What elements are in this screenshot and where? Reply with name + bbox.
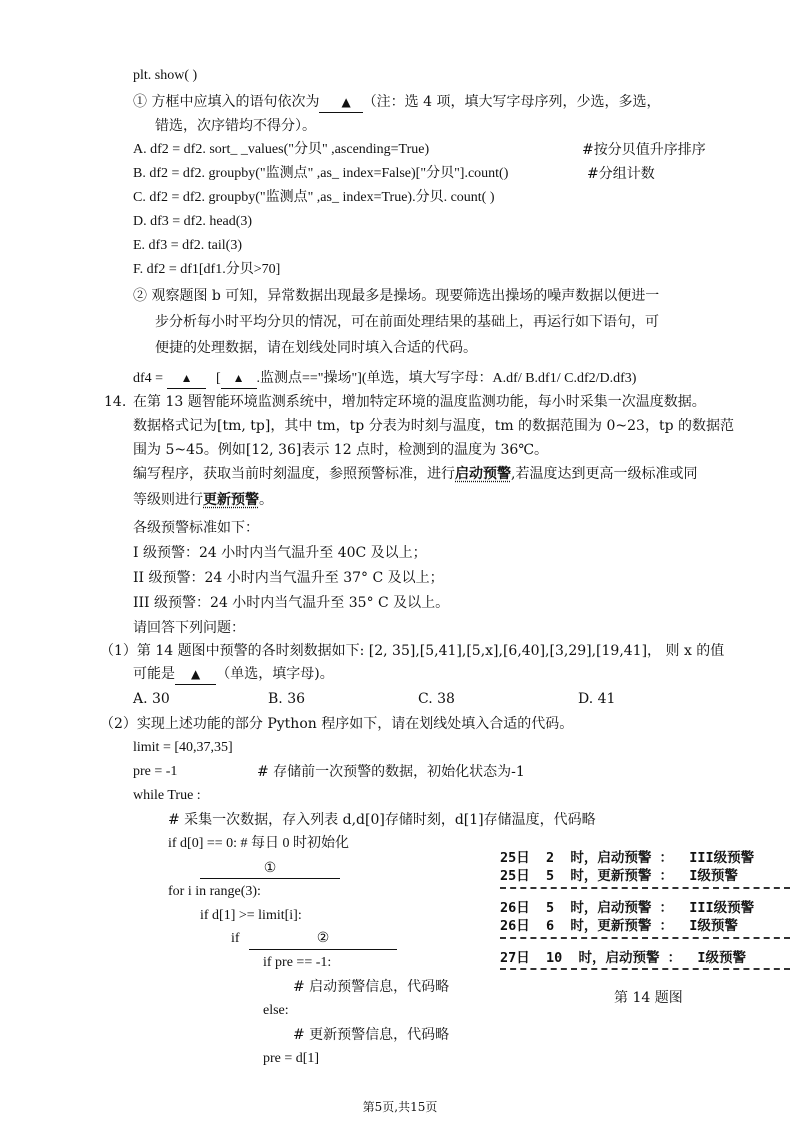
q14-line1: 在第 13 题智能环境监测系统中，增加特定环境的温度监测功能，每小时采集一次温度数据。: [133, 394, 706, 410]
q14-line5-a: 等级则进行: [133, 492, 203, 508]
code-if-limit: if d[1] >= limit[i]:: [200, 908, 302, 923]
keyword-start-warning: 启动预警: [455, 466, 511, 482]
option-f: F. df2 = df1[df1.分贝>70]: [133, 262, 281, 277]
code-blank-1-line: [200, 858, 340, 879]
code-pre-assign: pre = d[1]: [263, 1051, 320, 1066]
console-row: 26日 6 时，更新预警 ： I级预警: [500, 918, 738, 934]
code-collect-comment: # 采集一次数据，存入列表 d,d[0]存储时刻，d[1]存储温度，代码略: [168, 812, 596, 828]
q14-line3: 围为 5~45。例如[12, 36]表示 12 点时，检测到的温度为 36℃。: [133, 442, 548, 458]
standard-level-1: I 级预警：24 小时内当气温升至 40C 及以上；: [133, 545, 427, 561]
code-blank-2-line: [231, 929, 397, 950]
q13-sub1-note: （注：选 4 项，填大写字母序列，少选，多选，: [362, 94, 661, 110]
console-divider: [500, 968, 790, 970]
sub-question-1-cont: [133, 664, 334, 685]
answer-blank-2[interactable]: ②: [249, 929, 397, 950]
console-row: 26日 5 时，启动预警 ： III级预警: [500, 900, 755, 916]
console-row: 25日 5 时，更新预警 ： I级预警: [500, 868, 738, 884]
sub-question-1: （1）第 14 题图中预警的各时刻数据如下: [2, 35],[5,41],[5,x],[6,40],[3,29],[19,41]， 则 x 的值: [100, 643, 725, 659]
answer-blank[interactable]: ▲: [175, 664, 216, 685]
code-if-pre: if pre == -1:: [263, 955, 332, 970]
figure-caption: 第 14 题图: [614, 990, 683, 1006]
standard-level-2: II 级预警：24 小时内当气温升至 37° C 及以上；: [133, 570, 444, 586]
answer-blank[interactable]: ▲: [319, 92, 362, 113]
code-else: else:: [263, 1003, 289, 1018]
code-for-loop: for i in range(3):: [168, 884, 261, 899]
filter-condition: .监测点=="操场"](单选，填大写字母：A.df/ B.df1/ C.df2/D.df3): [256, 371, 637, 386]
q13-sub2-line2: 步分析每小时平均分贝的情况，可在前面处理结果的基础上，再运行如下语句，可: [155, 314, 659, 330]
sub-question-1-text: 可能是: [133, 666, 175, 682]
df4-assign: df4 =: [133, 371, 164, 386]
answer-blank-2[interactable]: ▲: [221, 368, 257, 389]
choice-a: A. 30: [133, 691, 170, 707]
standard-level-3: III 级预警：24 小时内当气温升至 35° C 及以上。: [133, 595, 450, 611]
option-d: D. df3 = df2. head(3): [133, 214, 253, 229]
standards-title: 各级预警标准如下：: [133, 520, 259, 536]
option-a: A. df2 = df2. sort_ _values("分贝" ,ascending=True): [133, 142, 430, 157]
console-row: 27日 10 时，启动预警 ： I级预警: [500, 950, 747, 966]
console-divider: [500, 937, 790, 939]
q13-sub2-line3: 便捷的处理数据，请在划线处同时填入合适的代码。: [155, 340, 477, 356]
option-c: C. df2 = df2. groupby("监测点" ,as_ index=True).分贝. count( ): [133, 190, 495, 205]
code-if-midnight: if d[0] == 0: # 每日 0 时初始化: [168, 836, 350, 851]
sub-question-1-note: （单选，填字母)。: [216, 666, 334, 682]
bracket-open: [: [215, 371, 221, 386]
q13-sub1-note-cont: 错选，次序错均不得分）。: [155, 118, 316, 134]
q14-line5-c: 。: [259, 492, 273, 508]
code-line-plt-show: plt. show( ): [133, 68, 198, 83]
code-limit: limit = [40,37,35]: [133, 740, 233, 755]
choice-b: B. 36: [268, 691, 306, 707]
code-pre: pre = -1: [133, 764, 178, 779]
code-start-comment: # 启动预警信息，代码略: [293, 979, 450, 995]
answer-blank-1[interactable]: ▲: [167, 368, 207, 389]
q14-number: 14.: [104, 394, 127, 410]
sub-question-2: （2）实现上述功能的部分 Python 程序如下，请在划线处填入合适的代码。: [100, 716, 574, 732]
q13-sub1-prompt: [133, 92, 661, 113]
answer-blank-1[interactable]: ①: [200, 858, 340, 879]
q14-line4-a: 编写程序，获取当前时刻温度，参照预警标准，进行: [133, 466, 455, 482]
q14-line5: [133, 490, 273, 510]
option-b-comment: #分组计数: [587, 166, 655, 182]
q14-line2: 数据格式记为[tm, tp]，其中 tm，tp 分表为时刻与温度，tm 的数据范围为 0~23，tp 的数据范: [133, 418, 734, 434]
console-divider: [500, 887, 790, 889]
q13-sub1-prompt-text: ① 方框中应填入的语句依次为: [133, 94, 320, 110]
q14-line4-c: ,若温度达到更高一级标准或同: [511, 466, 698, 482]
choice-c: C. 38: [418, 691, 455, 707]
code-pre-comment: # 存储前一次预警的数据，初始化状态为-1: [257, 764, 525, 780]
option-b: B. df2 = df2. groupby("监测点" ,as_ index=False)["分贝"].count(): [133, 166, 509, 181]
option-e: E. df3 = df2. tail(3): [133, 238, 242, 253]
code-while: while True :: [133, 788, 201, 803]
choice-d: D. 41: [578, 691, 616, 707]
q13-sub2-code: [133, 368, 636, 389]
option-a-comment: #按分贝值升序排序: [582, 142, 706, 158]
answer-prompt: 请回答下列问题：: [133, 620, 245, 636]
q13-sub2-line1: ② 观察题图 b 可知，异常数据出现最多是操场。现要筛选出操场的噪声数据以便进一: [133, 288, 660, 304]
code-update-comment: # 更新预警信息，代码略: [293, 1027, 450, 1043]
console-row: 25日 2 时，启动预警 ： III级预警: [500, 850, 755, 866]
q14-line4: [133, 464, 697, 484]
keyword-update-warning: 更新预警: [203, 492, 259, 508]
page-footer: 第5页,共15页: [362, 1100, 438, 1114]
code-if-keyword: if: [231, 931, 240, 946]
